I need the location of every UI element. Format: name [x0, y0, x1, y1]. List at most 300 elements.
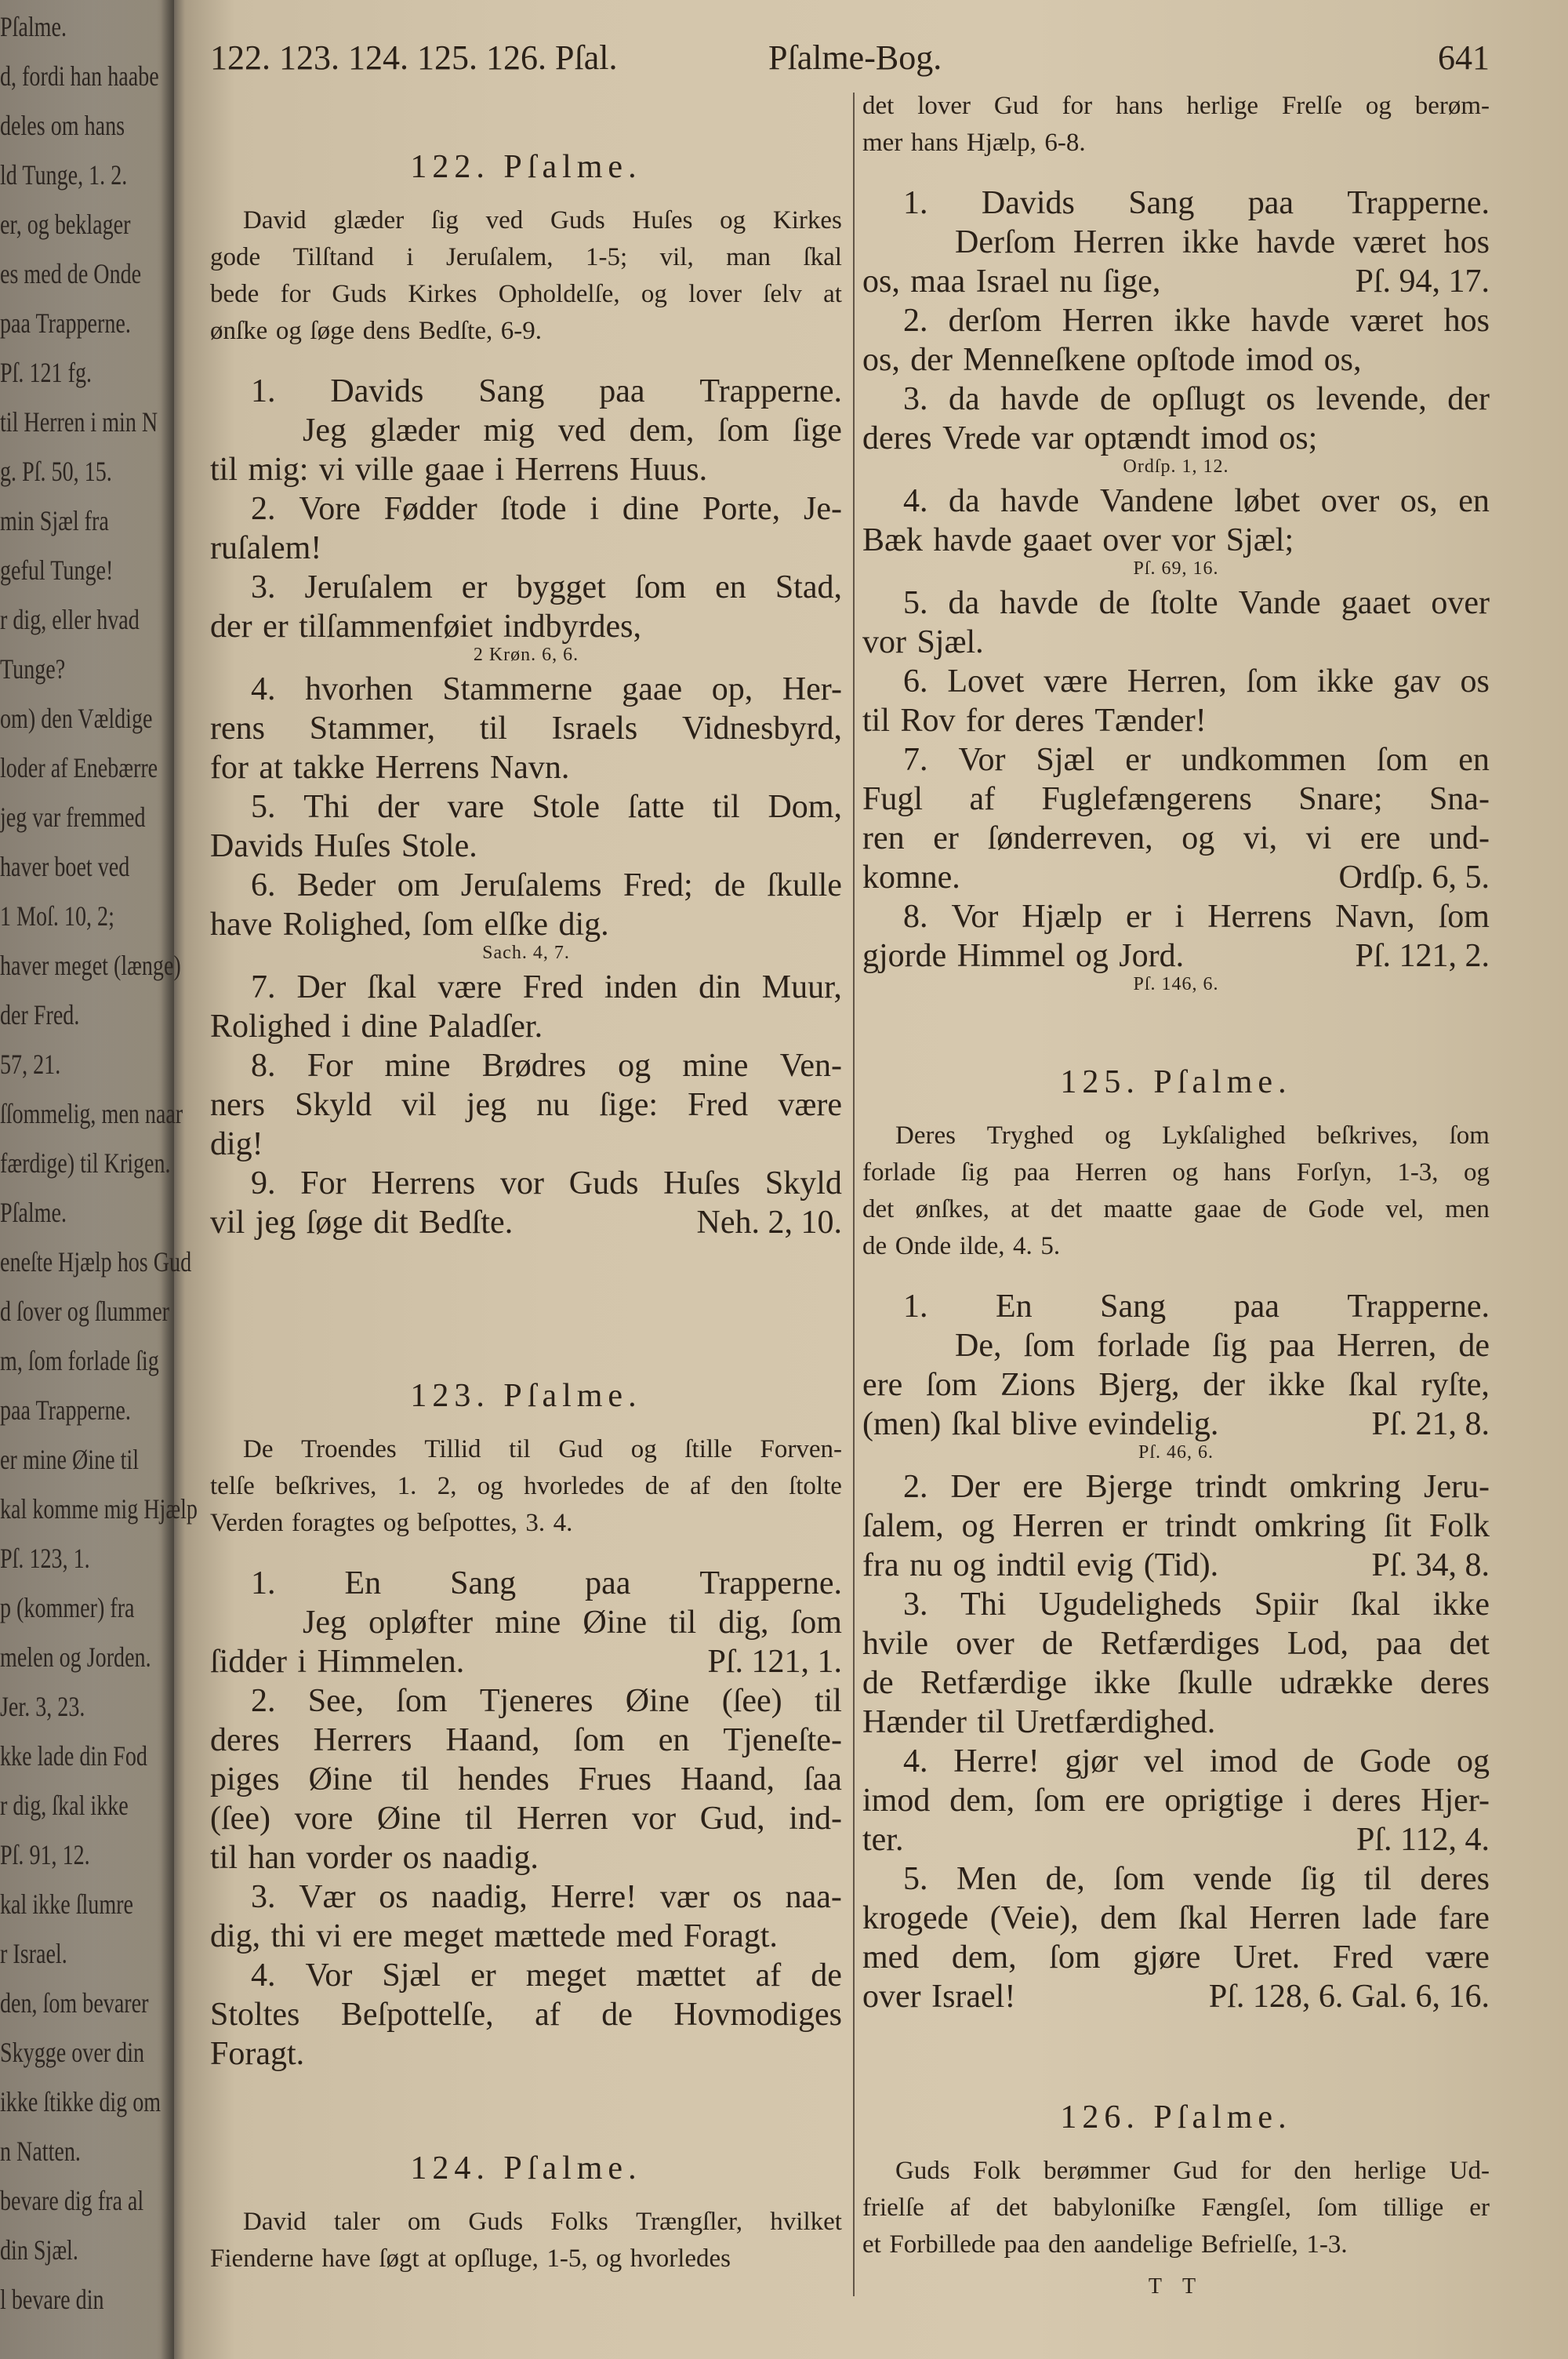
- word: 6.: [251, 867, 276, 903]
- verse: [210, 568, 842, 646]
- word: vel,: [1385, 1195, 1424, 1223]
- word: det: [862, 92, 895, 120]
- psalm-summary: [210, 202, 842, 350]
- word: Trapperne.: [1347, 185, 1490, 221]
- word: 1-3,: [1397, 1158, 1439, 1187]
- word: i: [406, 243, 414, 271]
- word: Herre!: [550, 1879, 637, 1915]
- word: Foragt.: [683, 1918, 778, 1954]
- word: Verden: [210, 1509, 284, 1537]
- word: 5.: [251, 789, 276, 825]
- word: omkring: [1254, 1508, 1367, 1544]
- word: de: [601, 1997, 633, 2033]
- word: ſtille: [684, 1435, 732, 1463]
- text-line: [210, 866, 842, 905]
- word: 1.: [251, 1565, 276, 1601]
- word: Vor: [951, 899, 999, 935]
- verse: [210, 1564, 842, 1681]
- word: vare: [447, 789, 504, 825]
- word: ſalem,: [862, 1508, 944, 1544]
- word: Tjeneſte-: [723, 1722, 842, 1758]
- word: Dom,: [768, 789, 842, 825]
- word: op,: [711, 671, 753, 707]
- word: vær: [659, 1879, 710, 1915]
- word: vi: [318, 452, 345, 488]
- word: til: [862, 703, 891, 739]
- word: dem,: [951, 1939, 1017, 1976]
- word: og: [1172, 1158, 1199, 1187]
- word: paa: [1004, 2230, 1040, 2259]
- previous-page-text: der Fred.: [0, 999, 80, 1030]
- word: over: [1102, 522, 1161, 558]
- word: men: [1445, 1195, 1490, 1223]
- word: Huſes: [632, 206, 693, 234]
- previous-page-text: jeg var fremmed: [0, 801, 146, 833]
- word: er: [461, 569, 488, 605]
- text-line: [862, 2190, 1490, 2226]
- word: Himmelen.: [317, 1644, 465, 1680]
- word: er: [263, 609, 289, 645]
- word: til: [509, 1435, 531, 1463]
- word: ſønderreven,: [987, 820, 1153, 856]
- word: gaaet: [1341, 585, 1411, 621]
- word: Hjer-: [1421, 1783, 1490, 1819]
- verse-cross-reference: Pſ. 128, 6. Gal. 6, 16.: [1208, 1979, 1490, 2015]
- spacer: [862, 162, 1490, 184]
- word: være: [1425, 1939, 1490, 1976]
- word: Vor: [958, 742, 1006, 778]
- word: ſkal: [1348, 1367, 1398, 1403]
- word: mættet: [636, 1957, 726, 1994]
- previous-page-text: Pſ. 121 fg.: [0, 357, 93, 388]
- word: og: [630, 1435, 657, 1463]
- word: de: [1302, 1743, 1334, 1779]
- word: 1-5,: [546, 2245, 588, 2273]
- word: af: [690, 1472, 710, 1500]
- word: deres: [1014, 703, 1084, 739]
- previous-page-text: n Natten.: [0, 2135, 81, 2167]
- word: Gode: [1308, 1195, 1365, 1223]
- word: Haand,: [445, 1722, 540, 1758]
- word: gaae: [1193, 1195, 1242, 1223]
- text-line: [862, 1154, 1490, 1191]
- word: Fuglefængerens: [1041, 781, 1252, 817]
- text-line: [862, 819, 1490, 858]
- word: Stole.: [401, 828, 477, 864]
- word: være: [437, 969, 502, 1005]
- word: evindelig.: [1087, 1406, 1219, 1442]
- text-line: [210, 1085, 842, 1125]
- word: vil,: [659, 243, 694, 271]
- word: Jord.: [1119, 938, 1185, 974]
- text-line: [862, 662, 1490, 701]
- previous-page-text: r dig, ſkal ikke: [0, 1790, 129, 1821]
- line-text: [862, 858, 971, 897]
- verse: [862, 662, 1490, 740]
- previous-page-text: g. Pſ. 50, 15.: [0, 456, 112, 487]
- word: hos: [1443, 224, 1490, 260]
- verse-cross-reference: Pſ. 121, 1.: [707, 1644, 842, 1680]
- previous-page-text: loder af Enebærre: [0, 752, 158, 783]
- text-line: [862, 897, 1490, 936]
- word: 3.: [903, 1587, 928, 1623]
- word: vi: [316, 1918, 343, 1954]
- text-line: [862, 1977, 1490, 2016]
- word: Folks: [550, 2208, 608, 2236]
- word: hvile: [862, 1626, 928, 1662]
- word: Jeruſalem: [304, 569, 433, 605]
- verse: [862, 1742, 1490, 1859]
- word: 4.: [553, 1509, 573, 1537]
- word: 6-8.: [1044, 129, 1086, 157]
- verse: [210, 1164, 842, 1242]
- text-line: [210, 568, 842, 607]
- word: vor: [862, 624, 906, 660]
- word: derſom: [948, 303, 1042, 339]
- word: Kirkes: [408, 280, 477, 308]
- word: Snare;: [1298, 781, 1383, 817]
- word: For: [307, 1048, 354, 1084]
- word: Ven-: [779, 1048, 842, 1084]
- word: og: [1181, 820, 1215, 856]
- word: os,: [1399, 483, 1438, 519]
- word: at: [427, 2245, 447, 2273]
- word: Sang: [1100, 1289, 1167, 1325]
- word: og: [477, 1472, 503, 1500]
- word: 6-9.: [500, 317, 543, 345]
- verse-cross-reference: Pſ. 121, 2.: [1355, 938, 1490, 974]
- word: gjøre: [1133, 1939, 1201, 1976]
- previous-page-text: kke lade din Fod: [0, 1740, 147, 1772]
- text-line: [210, 1603, 842, 1642]
- psalm-heading: 126. Pſalme.: [1060, 2099, 1292, 2135]
- previous-page-text: Jer. 3, 23.: [0, 1691, 85, 1722]
- word: ſaa: [803, 1761, 842, 1797]
- word: berøm-: [1414, 92, 1490, 120]
- word: opſtode: [1136, 342, 1236, 378]
- word: Trapperne.: [699, 1565, 842, 1601]
- word: evig: [1076, 1547, 1134, 1583]
- word: Der: [296, 969, 347, 1005]
- word: os,: [862, 342, 900, 378]
- previous-page-text: haver meget (længe): [0, 950, 181, 981]
- word: Sang: [478, 373, 545, 409]
- psalm-summary: [862, 88, 1490, 162]
- word: da: [949, 381, 980, 417]
- previous-page-text: 1 Moſ. 10, 2;: [0, 900, 114, 932]
- word: ſige,: [1102, 264, 1161, 300]
- word: aandelige: [1094, 2230, 1193, 2259]
- word: ryſte,: [1421, 1367, 1490, 1403]
- word: havde: [1256, 224, 1336, 260]
- word: Herren: [1062, 303, 1154, 339]
- word: Forſyn,: [1296, 1158, 1372, 1187]
- word: de,: [1045, 1861, 1085, 1897]
- text-line: [862, 380, 1490, 419]
- word: de: [1100, 381, 1131, 417]
- word: til: [814, 1683, 842, 1719]
- word: til: [712, 789, 740, 825]
- psalm-126: [862, 2090, 1490, 2299]
- text-line: [862, 1742, 1490, 1781]
- word: En: [344, 1565, 382, 1601]
- psalm-heading: 123. Pſalme.: [410, 1378, 642, 1414]
- word: ſige: [792, 413, 842, 449]
- line-text: [210, 1642, 475, 1681]
- word: oprigtige: [1164, 1783, 1284, 1819]
- word: Herren: [1073, 224, 1165, 260]
- word: Skyld: [764, 1165, 842, 1201]
- cross-reference: Pſ. 46, 6.: [1138, 1442, 1214, 1463]
- previous-page-text: ikke ſtikke dig om: [0, 2086, 162, 2117]
- word: Vrede: [942, 420, 1022, 456]
- text-line: [862, 1326, 1490, 1365]
- verse: [862, 583, 1490, 662]
- word: Thi: [303, 789, 350, 825]
- text-line: [210, 607, 842, 646]
- spacer: [862, 1265, 1490, 1287]
- word: bede: [210, 280, 260, 308]
- word: Gud: [993, 92, 1039, 120]
- text-line: [862, 1118, 1490, 1154]
- previous-page-text: bevare dig fra al: [0, 2185, 144, 2216]
- word: Sjæl: [382, 1957, 441, 1994]
- word: Israels: [551, 711, 638, 747]
- previous-page-text: p (kommer) fra: [0, 1592, 135, 1623]
- word: ſom: [926, 1367, 978, 1403]
- word: indbyrdes,: [503, 609, 642, 645]
- text-line: [210, 1917, 842, 1956]
- word: og: [596, 2245, 622, 2273]
- text-line: [862, 1859, 1490, 1899]
- word: en: [715, 569, 746, 605]
- word: David: [243, 2208, 307, 2236]
- word: herlige: [1186, 92, 1259, 120]
- word: Guds: [550, 206, 605, 234]
- line-text: [862, 1405, 1229, 1444]
- word: Haand,: [680, 1761, 775, 1797]
- word: ville: [355, 452, 414, 488]
- text-line: [862, 262, 1490, 301]
- text-line: [210, 1799, 842, 1838]
- word: den: [731, 1472, 768, 1500]
- word: ind-: [789, 1801, 842, 1837]
- word: deres: [1420, 1861, 1490, 1897]
- previous-page-text: ſſommelig, men naar: [0, 1098, 183, 1129]
- word: Frues: [578, 1761, 652, 1797]
- word: ſom: [422, 907, 474, 943]
- word: lover: [688, 280, 742, 308]
- word: lover: [917, 92, 971, 120]
- text-line: [210, 905, 842, 944]
- word: ſig: [1212, 1328, 1247, 1364]
- word: Gud,: [699, 1801, 765, 1837]
- word: over: [862, 1979, 921, 2015]
- word: Bæk: [862, 522, 924, 558]
- previous-page-text: haver boet ved: [0, 851, 130, 882]
- word: rens: [210, 711, 265, 747]
- word: Opholdelſe,: [498, 280, 620, 308]
- word: og: [953, 1547, 986, 1583]
- verse: [862, 740, 1490, 897]
- previous-page-text: om) den Vældige: [0, 703, 153, 734]
- word: for: [965, 703, 1004, 739]
- word: trindt: [1195, 1469, 1267, 1505]
- word: og: [618, 1048, 652, 1084]
- word: ſøge: [310, 317, 355, 345]
- word: Ud-: [1449, 2157, 1490, 2185]
- word: Muur,: [761, 969, 842, 1005]
- word: Herrens: [514, 452, 619, 488]
- word: trindt: [1165, 1508, 1237, 1544]
- previous-page-text: paa Trapperne.: [0, 1394, 131, 1426]
- running-header: [210, 38, 1490, 85]
- word: løbet: [1234, 483, 1301, 519]
- word: ikke: [1432, 1587, 1490, 1623]
- word: Gud: [1173, 2157, 1218, 2185]
- word: telſe: [210, 1472, 255, 1500]
- text-line: [862, 740, 1490, 780]
- word: Foragt.: [210, 2036, 305, 2072]
- word: Jeruſalem,: [446, 243, 554, 271]
- word: Gode: [1359, 1743, 1432, 1779]
- word: vore: [294, 1801, 354, 1837]
- word: Beſpottelſe,: [340, 1997, 494, 2033]
- psalm-summary: [862, 2153, 1490, 2263]
- word: de: [1041, 1626, 1073, 1662]
- word: imod: [1245, 342, 1314, 378]
- text-line: [210, 2241, 842, 2277]
- word: imod: [1200, 420, 1269, 456]
- word: gav: [1393, 663, 1441, 700]
- word: af: [755, 1957, 782, 1994]
- previous-page-text: 57, 21.: [0, 1049, 61, 1080]
- word: Zions: [1000, 1367, 1076, 1403]
- word: os: [1265, 381, 1296, 417]
- word: herlige: [1354, 2157, 1427, 2185]
- word: ſøgt: [379, 2245, 419, 2273]
- word: ſelv: [763, 280, 802, 308]
- word: ere: [352, 1918, 393, 1954]
- word: Tænder!: [1094, 703, 1207, 739]
- word: 4.: [903, 483, 928, 519]
- word: da: [948, 585, 980, 621]
- word: babyloniſke: [1053, 2194, 1176, 2222]
- word: og: [1075, 938, 1109, 974]
- word: Troendes: [301, 1435, 397, 1463]
- word: jeg: [466, 1087, 507, 1123]
- word: 5.: [903, 1861, 928, 1897]
- psalm-122: [210, 140, 842, 1242]
- word: Sang: [1128, 185, 1195, 221]
- word: und-: [1428, 820, 1490, 856]
- word: 2.: [251, 491, 276, 527]
- word: ren: [862, 820, 905, 856]
- word: 4.: [1013, 1232, 1033, 1260]
- word: 4.: [251, 671, 276, 707]
- word: hvorledes: [630, 2245, 731, 2273]
- word: Rolighed,: [282, 907, 412, 943]
- word: deres: [1420, 1665, 1490, 1701]
- word: til: [401, 1761, 430, 1797]
- verse: [862, 301, 1490, 380]
- page-number: 641: [1438, 38, 1490, 77]
- word: ikke: [1174, 303, 1231, 339]
- word: er: [1121, 1508, 1148, 1544]
- word: Vor: [305, 1957, 353, 1994]
- word: Hjælp,: [966, 129, 1036, 157]
- word: var: [1031, 420, 1074, 456]
- header-book-title: Pſalme-Bog.: [768, 38, 942, 77]
- text-line: [210, 1681, 842, 1721]
- word: at: [1011, 1195, 1029, 1223]
- word: Lykſalighed: [1162, 1121, 1286, 1150]
- word: beſkrives,: [275, 1472, 377, 1500]
- text-line: [862, 1546, 1490, 1585]
- text-line: [862, 340, 1490, 380]
- verse: [862, 184, 1490, 301]
- word: undkommen: [1181, 742, 1346, 778]
- text-line: [862, 1365, 1490, 1405]
- word: Retfærdige: [920, 1665, 1067, 1701]
- header-chapters: 122. 123. 124. 125. 126. Pſal.: [210, 38, 618, 77]
- text-line: [862, 583, 1490, 623]
- word: vil: [401, 1087, 437, 1123]
- text-line: [862, 482, 1490, 521]
- word: ſom: [1376, 742, 1428, 778]
- verse: [210, 1877, 842, 1956]
- word: 1-5;: [586, 243, 628, 271]
- previous-page-text: færdige) til Krigen.: [0, 1147, 171, 1179]
- word: Retfærdiges: [1100, 1626, 1260, 1662]
- previous-page-text: Tunge?: [0, 653, 66, 685]
- word: Sna-: [1428, 781, 1490, 817]
- verse: [210, 866, 842, 944]
- text-line: [862, 623, 1490, 662]
- word: Sjæl: [1036, 742, 1095, 778]
- verse: [210, 787, 842, 866]
- word: Tilſtand: [292, 243, 374, 271]
- text-line: [862, 1781, 1490, 1820]
- word: paa: [1376, 1626, 1422, 1662]
- word: en: [1458, 483, 1490, 519]
- word: ønſke: [210, 317, 268, 345]
- line-text: [210, 1203, 524, 1242]
- word: forlade: [1097, 1328, 1191, 1364]
- previous-page-text: til Herren i min N: [0, 406, 158, 438]
- word: til: [669, 1605, 697, 1641]
- text-line: [210, 1838, 842, 1877]
- word: den: [1294, 2157, 1332, 2185]
- word: det: [862, 1195, 895, 1223]
- text-line: [210, 827, 842, 866]
- word: Davids: [330, 373, 424, 409]
- word: Men: [956, 1861, 1018, 1897]
- word: Her-: [782, 671, 842, 707]
- word: din: [699, 969, 741, 1005]
- spacer: [210, 350, 842, 372]
- word: ved: [485, 206, 524, 234]
- previous-page-text: din Sjæl.: [0, 2234, 78, 2266]
- word: takke: [293, 750, 365, 786]
- word: Deres: [895, 1121, 956, 1150]
- psalm-heading: 125. Pſalme.: [1060, 1064, 1292, 1100]
- word: være: [778, 1087, 842, 1123]
- word: hendes: [458, 1761, 550, 1797]
- word: over: [956, 1626, 1014, 1662]
- word: Israel!: [931, 1979, 1016, 2015]
- previous-page-text: den, ſom bevarer: [0, 1987, 149, 2019]
